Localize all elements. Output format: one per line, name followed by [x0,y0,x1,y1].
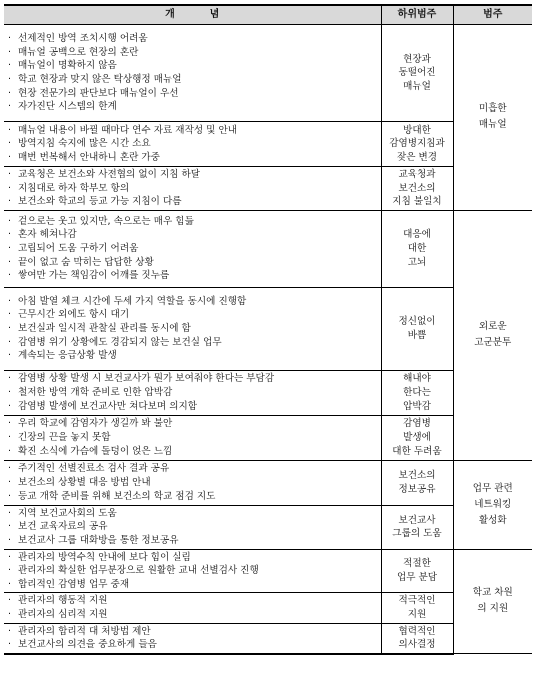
bullet-icon: · [8,445,12,457]
concept-list [4,460,381,505]
table-body [4,25,532,654]
concept-text: 겉으로는 웃고 있지만, 속으로는 매우 힘듦 [18,215,194,227]
concept-text: 감염병 위기 상황에도 경감되지 않는 보건실 업무 [18,336,222,348]
concept-item [8,32,378,46]
concept-item [8,349,378,363]
bullet-icon: · [8,476,12,488]
bullet-icon: · [8,309,12,321]
bullet-icon: · [8,565,12,577]
concept-item [8,490,378,504]
table-row [4,25,532,122]
bullet-icon: · [8,138,12,150]
concept-text: 관리자의 심리적 지원 [18,608,108,620]
concept-text: 철저한 방역 개학 준비로 인한 압박감 [18,386,173,398]
subcategory-cell: 보건교사 그룹의 도움 [381,505,453,549]
bullet-icon: · [8,521,12,533]
concept-list [4,549,381,593]
concept-list [4,593,381,623]
concept-item [8,578,378,592]
bullet-icon: · [8,182,12,194]
concept-item [8,195,378,209]
subcategory-cell: 방대한 감염병지침과 잦은 변경 [381,122,453,167]
concept-item [8,87,378,101]
subcategory-cell: 협력적인 의사결정 [381,623,453,654]
concept-item [8,215,378,229]
concept-item [8,431,378,445]
concept-text: 관리자의 합리적 대 처방법 제안 [18,625,151,637]
concept-item [8,124,378,138]
concept-item [8,564,378,578]
concept-item [8,100,378,114]
bullet-icon: · [8,101,12,113]
concept-text: 감염병 발생에 보건교사만 쳐다보며 의지함 [18,400,198,412]
concept-item [8,182,378,196]
concept-text: 관리자의 방역수칙 안내에 보다 힘이 실림 [18,551,191,563]
concept-item [8,46,378,60]
concept-item [8,336,378,350]
bullet-icon: · [8,124,12,136]
concept-item [8,168,378,182]
category-cell: 업무 관련 네트워킹 활성화 [453,460,532,549]
bullet-icon: · [8,373,12,385]
table-row [4,167,532,211]
concept-item [8,400,378,414]
concept-list [4,370,381,415]
subcategory-cell: 교육청과 보건소의 지침 불일치 [381,167,453,211]
concept-list [4,167,381,211]
concept-text: 우리 학교에 감염자가 생길까 봐 불안 [18,418,173,430]
concept-list [4,25,381,122]
bullet-icon: · [8,33,12,45]
table-row [4,415,532,460]
table-row [4,593,532,623]
bullet-icon: · [8,215,12,227]
subcategory-cell: 정신없이 바쁨 [381,287,453,370]
concept-item [8,594,378,608]
concept-item [8,308,378,322]
concept-list [4,210,381,287]
concept-text: 매뉴얼이 명확하지 않음 [18,60,117,72]
table-row [4,460,532,505]
concept-text: 매뉴얼 공백으로 현장의 혼란 [18,46,139,58]
concept-text: 합리적인 감염병 업무 중재 [18,578,130,590]
concept-item [8,445,378,459]
concept-list [4,623,381,654]
bullet-icon: · [8,534,12,546]
concept-item [8,551,378,565]
concept-text: 확진 소식에 가슴에 돌덩이 얹은 느낌 [18,445,173,457]
concept-text: 보건 교육자료의 공유 [18,521,108,533]
table-row [4,122,532,167]
concept-item [8,476,378,490]
concept-item [8,386,378,400]
concept-text: 보건교사의 의견을 중요하게 들음 [18,639,157,651]
concept-item [8,73,378,87]
bullet-icon: · [8,350,12,362]
concept-item [8,625,378,639]
bullet-icon: · [8,229,12,241]
concept-text: 보건소와 학교의 등교 가능 지침이 다름 [18,196,182,208]
concept-text: 아침 발열 체크 시간에 두세 가지 역할을 동시에 진행함 [18,295,247,307]
bullet-icon: · [8,463,12,475]
concept-item [8,462,378,476]
concept-text: 방역지침 숙지에 많은 시간 소요 [18,138,151,150]
concept-item [8,417,378,431]
subcategory-cell: 대응에 대한 고뇌 [381,210,453,287]
concept-text: 근무시간 외에도 항시 대기 [18,309,130,321]
bullet-icon: · [8,595,12,607]
concept-text: 지역 보건교사회의 도움 [18,507,117,519]
concept-item [8,322,378,336]
concept-text: 끝이 없고 숨 막히는 답답한 상황 [18,256,154,268]
bullet-icon: · [8,196,12,208]
bullet-icon: · [8,242,12,254]
bullet-icon: · [8,295,12,307]
concept-item [8,638,378,652]
concept-text: 등교 개학 준비를 위해 보건소의 학교 점검 지도 [18,490,216,502]
concept-item [8,372,378,386]
bullet-icon: · [8,386,12,398]
bullet-icon: · [8,639,12,651]
bullet-icon: · [8,87,12,99]
subcategory-cell: 해내야 한다는 압박감 [381,370,453,415]
concept-text: 선제적인 방역 조치시행 어려움 [18,33,148,45]
concept-text: 혼자 헤쳐나감 [18,229,77,241]
subcategory-cell: 적절한 업무 분담 [381,549,453,593]
concept-item [8,608,378,622]
concept-item [8,242,378,256]
header-category: 범주 [453,5,532,25]
concept-list [4,505,381,549]
bullet-icon: · [8,551,12,563]
concept-list [4,415,381,460]
subcategory-cell: 감염병 발생에 대한 두려움 [381,415,453,460]
concept-text: 감염병 상황 발생 시 보건교사가 뭔가 보여줘야 한다는 부담감 [18,373,275,385]
bullet-icon: · [8,336,12,348]
header-concept: 개 념 [4,5,381,25]
concept-text: 자가진단 시스템의 한계 [18,101,117,113]
subcategory-cell: 보건소의 정보공유 [381,460,453,505]
concept-text: 계속되는 응급상황 발생 [18,350,117,362]
header-row [4,5,532,25]
concept-item [8,269,378,283]
concept-item [8,151,378,165]
bullet-icon: · [8,625,12,637]
concept-item [8,507,378,521]
bullet-icon: · [8,507,12,519]
concept-text: 보건교사 그룹 대화방을 통한 정보공유 [18,534,179,546]
concept-item [8,520,378,534]
table-row [4,505,532,549]
bullet-icon: · [8,431,12,443]
category-cell: 학교 차원 의 지원 [453,549,532,654]
concept-text: 현장 전문가의 판단보다 매뉴얼이 우선 [18,87,179,99]
concept-text: 매뉴얼 내용이 바뀔 때마다 연수 자료 재작성 및 안내 [18,124,238,136]
concept-item [8,137,378,151]
concept-text: 주기적인 선별진료소 검사 결과 공유 [18,463,170,475]
concept-text: 긴장의 끈을 놓지 못함 [18,431,111,443]
concept-item [8,59,378,73]
concept-table [4,4,532,655]
concept-text: 보건실과 일시적 관찰실 관리를 동시에 함 [18,322,191,334]
concept-list [4,287,381,370]
bullet-icon: · [8,578,12,590]
concept-text: 학교 현장과 맞지 않은 탁상행정 매뉴얼 [18,74,182,85]
table-row [4,549,532,593]
bullet-icon: · [8,418,12,430]
concept-list [4,122,381,167]
concept-text: 관리자의 행동적 지원 [18,595,108,607]
table-row [4,370,532,415]
bullet-icon: · [8,74,12,85]
bullet-icon: · [8,400,12,412]
concept-text: 보건소의 상황별 대응 방법 안내 [18,476,151,488]
table-row [4,287,532,370]
bullet-icon: · [8,169,12,180]
header-subcategory: 하위범주 [381,5,453,25]
table-row [4,623,532,654]
concept-text: 쌓여만 가는 책임감이 어깨를 짓누름 [18,270,170,282]
concept-item [8,295,378,309]
bullet-icon: · [8,608,12,620]
category-cell: 외로운 고군분투 [453,210,532,460]
bullet-icon: · [8,151,12,163]
concept-item [8,256,378,270]
concept-item [8,228,378,242]
concept-text: 지침대로 하자 학부모 항의 [18,182,130,194]
concept-text: 관리자의 확실한 업무분장으로 원활한 교내 선별검사 진행 [18,565,259,577]
bullet-icon: · [8,490,12,502]
bullet-icon: · [8,322,12,334]
bullet-icon: · [8,46,12,58]
concept-text: 매번 번복해서 안내하니 혼란 가중 [18,151,160,163]
subcategory-cell: 현장과 동떨어진 매뉴얼 [381,25,453,122]
concept-item [8,534,378,548]
concept-text: 교육청은 보건소와 사전협의 없이 지침 하달 [18,169,201,180]
subcategory-cell: 적극적인 지원 [381,593,453,623]
bullet-icon: · [8,270,12,282]
category-cell: 미흡한 매뉴얼 [453,25,532,211]
concept-text: 고립되어 도움 구하기 어려움 [18,242,139,254]
bullet-icon: · [8,256,12,268]
bullet-icon: · [8,60,12,72]
table-row [4,210,532,287]
